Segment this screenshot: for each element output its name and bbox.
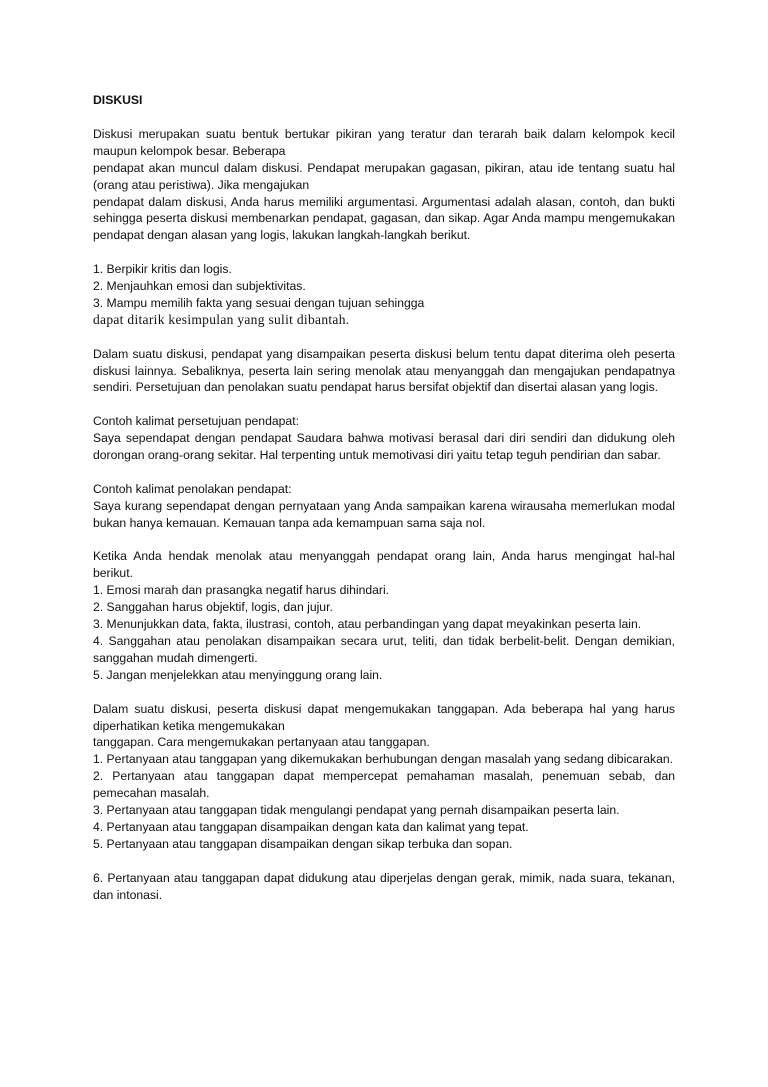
steps-list: [93, 261, 675, 329]
rebuttal-section: [93, 548, 675, 683]
list-item: 1. Pertanyaan atau tanggapan yang dikemukakan berhubungan dengan masalah yang sedang dibicarakan.: [93, 752, 674, 767]
list-item: 3. Pertanyaan atau tanggapan tidak mengulangi pendapat yang pernah disampaikan peserta lain.: [93, 803, 620, 818]
response-section: [93, 701, 675, 853]
response-intro: Dalam suatu diskusi, peserta diskusi dapat mengemukakan tanggapan. Ada beberapa hal yang harus diperhatikan ketika mengemukakan: [93, 701, 675, 733]
list-item: 3. Mampu memilih fakta yang sesuai dengan tujuan sehingga: [93, 295, 425, 310]
document-body: [93, 92, 675, 920]
response-intro: tanggapan. Cara mengemukakan pertanyaan atau tanggapan.: [93, 735, 430, 750]
reject-example-heading: Contoh kalimat penolakan pendapat:: [93, 481, 292, 496]
agree-example-text: Saya sependapat dengan pendapat Saudara bahwa motivasi berasal dari diri sendiri dan didukung oleh dorongan orang-orang sekitar. Hal terpenting untuk memotivasi diri yaitu tetap teguh pendirian dan sabar.: [93, 431, 675, 463]
list-item: 4. Pertanyaan atau tanggapan disampaikan dengan kata dan kalimat yang tepat.: [93, 819, 529, 834]
document-title: DISKUSI: [93, 93, 143, 107]
disagreement-paragraph: Dalam suatu diskusi, pendapat yang disampaikan peserta diskusi belum tentu dapat diterima oleh peserta diskusi lainnya. Sebaliknya, peserta lain sering menolak atau menyanggah dan mengajukan pendapatnya sendiri. Persetujuan dan penolakan suatu pendapat harus bersifat objektif dan disertai alasan yang logis.: [93, 346, 675, 395]
list-item-continuation: dapat ditarik kesimpulan yang sulit dibantah.: [93, 311, 350, 327]
intro-paragraph: [93, 126, 675, 244]
response-item-6: 6. Pertanyaan atau tanggapan dapat didukung atau diperjelas dengan gerak, mimik, nada suara, tekanan, dan intonasi.: [93, 870, 675, 902]
list-item: 1. Emosi marah dan prasangka negatif harus dihindari.: [93, 583, 390, 598]
list-item: 2. Sanggahan harus objektif, logis, dan jujur.: [93, 600, 333, 615]
agree-example-heading: Contoh kalimat persetujuan pendapat:: [93, 414, 299, 429]
intro-line: pendapat akan muncul dalam diskusi. Pendapat merupakan gagasan, pikiran, atau ide tentang suatu hal (orang atau peristiwa). Jika mengajukan: [93, 160, 675, 192]
intro-line: Diskusi merupakan suatu bentuk bertukar pikiran yang teratur dan terarah baik dalam kelompok kecil maupun kelompok besar. Beberapa: [93, 126, 675, 158]
reject-example-text: Saya kurang sependapat dengan pernyataan yang Anda sampaikan karena wirausaha memerlukan modal bukan hanya kemauan. Kemauan tanpa ada kemampuan sama saja nol.: [93, 498, 675, 530]
list-item: 2. Pertanyaan atau tanggapan dapat mempercepat pemahaman masalah, penemuan sebab, dan pemecahan masalah.: [93, 769, 675, 801]
list-item: 4. Sanggahan atau penolakan disampaikan secara urut, teliti, dan tidak berbelit-belit. Dengan demikian, sanggahan mudah dimengerti.: [93, 634, 675, 665]
rebuttal-intro: Ketika Anda hendak menolak atau menyanggah pendapat orang lain, Anda harus mengingat hal-hal berikut.: [93, 549, 675, 581]
list-item: 1. Berpikir kritis dan logis.: [93, 262, 232, 277]
reject-example: [93, 481, 675, 532]
list-item: 5. Pertanyaan atau tanggapan disampaikan dengan sikap terbuka dan sopan.: [93, 836, 513, 851]
agree-example: [93, 413, 675, 464]
list-item: 5. Jangan menjelekkan atau menyinggung orang lain.: [93, 667, 383, 682]
intro-line: pendapat dalam diskusi, Anda harus memiliki argumentasi. Argumentasi adalah alasan, contoh, dan bukti sehingga peserta diskusi membenarkan pendapat, gagasan, dan sikap. Agar Anda mampu mengemukakan pendapat dengan alasan yang logis, lakukan langkah-langkah berikut.: [93, 194, 675, 243]
list-item: 3. Menunjukkan data, fakta, ilustrasi, contoh, atau perbandingan yang dapat meyakinkan peserta lain.: [93, 617, 642, 632]
list-item: 2. Menjauhkan emosi dan subjektivitas.: [93, 279, 306, 294]
